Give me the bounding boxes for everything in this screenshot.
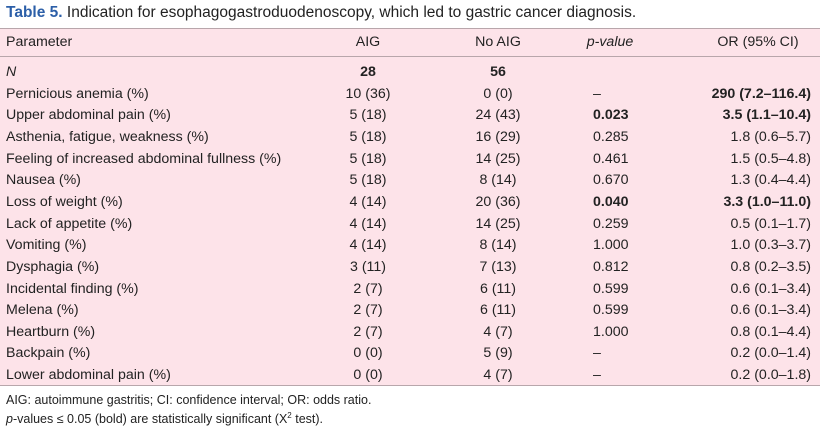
header-aig: AIG — [355, 34, 381, 50]
cell-aig: 4 (14) — [349, 193, 387, 210]
cell-or: 1.0 (0.3–3.7) — [730, 237, 811, 254]
cell-aig: 2 (7) — [353, 302, 383, 319]
cell-no-aig: 56 — [490, 64, 506, 80]
cell-no-aig: 14 (25) — [475, 215, 521, 232]
cell-parameter: Dysphagia (%) — [6, 258, 100, 275]
cell-p-value: – — [593, 345, 601, 362]
header-p-value-text: p-value — [586, 34, 634, 50]
footnote-sup: 2 — [287, 411, 292, 420]
table-row — [0, 149, 820, 171]
cell-or: 290 (7.2–116.4) — [711, 85, 811, 102]
cell-no-aig: 8 (14) — [479, 172, 517, 189]
footnote-p-italic: p — [6, 412, 13, 427]
cell-parameter: Nausea (%) — [6, 172, 81, 189]
table-row — [0, 322, 820, 344]
cell-or: 3.5 (1.1–10.4) — [722, 107, 811, 124]
cell-aig: 5 (18) — [349, 172, 387, 189]
cell-p-value: 0.599 — [593, 280, 629, 297]
table-header-row — [0, 29, 820, 57]
table-row — [0, 170, 820, 192]
table-row — [0, 214, 820, 236]
cell-no-aig: 5 (9) — [483, 345, 513, 362]
table-caption — [6, 2, 636, 24]
cell-parameter: Melena (%) — [6, 302, 79, 319]
cell-or: 0.8 (0.2–3.5) — [730, 258, 811, 275]
table-label: Table 5. — [6, 4, 63, 21]
cell-no-aig: 16 (29) — [475, 128, 521, 145]
cell-parameter: N — [6, 64, 17, 80]
cell-no-aig: 6 (11) — [479, 302, 516, 319]
cell-no-aig: 20 (36) — [475, 193, 521, 210]
footnote-p-tail: test). — [291, 412, 324, 427]
cell-or — [695, 62, 811, 84]
cell-aig: 4 (14) — [349, 237, 387, 254]
cell-parameter: Pernicious anemia (%) — [6, 85, 149, 102]
cell-parameter: Vomiting (%) — [6, 237, 87, 254]
cell-no-aig: 24 (43) — [475, 107, 521, 124]
cell-or: 0.5 (0.1–1.7) — [730, 215, 811, 232]
cell-no-aig: 14 (25) — [475, 150, 521, 167]
cell-p-value: – — [593, 367, 601, 384]
table-row — [0, 365, 820, 387]
cell-p-value: 0.599 — [593, 302, 629, 319]
footnote-p-text: -values ≤ 0.05 (bold) are statistically significant (X — [12, 412, 288, 427]
cell-p-value: 0.040 — [593, 193, 629, 210]
table-row — [0, 235, 820, 257]
cell-p-value: 1.000 — [593, 237, 629, 254]
cell-or: 0.6 (0.1–3.4) — [730, 280, 811, 297]
cell-p-value: 0.461 — [593, 150, 629, 167]
footnote-significance — [6, 411, 323, 426]
cell-no-aig: 4 (7) — [483, 323, 513, 340]
table-row — [0, 343, 820, 365]
cell-aig: 2 (7) — [353, 323, 383, 340]
cell-parameter: Upper abdominal pain (%) — [6, 107, 171, 124]
table-row — [0, 192, 820, 214]
cell-no-aig: 8 (14) — [479, 237, 517, 254]
table-row — [0, 257, 820, 279]
cell-p-value: 0.812 — [593, 258, 629, 275]
header-p-value — [570, 29, 650, 56]
cell-no-aig: 6 (11) — [479, 280, 516, 297]
cell-p-value: 0.023 — [593, 107, 629, 124]
cell-p-value — [593, 62, 673, 84]
footnote-abbreviations: AIG: autoimmune gastritis; CI: confidence interval; OR: odds ratio. — [6, 393, 372, 407]
caption-text: Indication for esophagogastroduodenoscopy, which led to gastric cancer diagnosis. — [66, 4, 637, 21]
table-row — [0, 300, 820, 322]
cell-p-value: 0.285 — [593, 128, 629, 145]
cell-or: 0.2 (0.0–1.8) — [730, 367, 811, 384]
cell-p-value: 0.670 — [593, 172, 629, 189]
cell-no-aig: 0 (0) — [483, 85, 513, 102]
cell-aig: 28 — [360, 64, 376, 80]
cell-aig: 0 (0) — [353, 345, 383, 362]
cell-aig: 10 (36) — [345, 85, 391, 102]
cell-aig: 5 (18) — [349, 107, 387, 124]
cell-no-aig: 4 (7) — [483, 367, 513, 384]
table-row — [0, 62, 820, 84]
cell-parameter: Asthenia, fatigue, weakness (%) — [6, 128, 209, 145]
cell-parameter: Heartburn (%) — [6, 323, 96, 340]
cell-or: 1.8 (0.6–5.7) — [730, 128, 811, 145]
cell-aig: 2 (7) — [353, 280, 383, 297]
cell-or: 0.2 (0.0–1.4) — [730, 345, 811, 362]
cell-parameter: Lack of appetite (%) — [6, 215, 133, 232]
cell-aig: 3 (11) — [349, 258, 386, 275]
data-table — [0, 28, 820, 386]
cell-parameter: Lower abdominal pain (%) — [6, 367, 171, 384]
cell-or: 1.5 (0.5–4.8) — [730, 150, 811, 167]
header-parameter: Parameter — [6, 34, 73, 50]
cell-or: 3.3 (1.0–11.0) — [723, 193, 811, 210]
table-row — [0, 127, 820, 149]
table-row — [0, 105, 820, 127]
cell-or: 0.6 (0.1–3.4) — [730, 302, 811, 319]
header-or: OR (95% CI) — [717, 34, 799, 50]
cell-aig: 5 (18) — [349, 150, 387, 167]
cell-aig: 4 (14) — [349, 215, 387, 232]
cell-no-aig: 7 (13) — [479, 258, 517, 275]
cell-parameter: Backpain (%) — [6, 345, 91, 362]
cell-p-value: 1.000 — [593, 323, 629, 340]
cell-p-value: – — [593, 85, 601, 102]
cell-aig: 0 (0) — [353, 367, 383, 384]
cell-or: 0.8 (0.1–4.4) — [730, 323, 811, 340]
table-row — [0, 84, 820, 106]
cell-parameter: Feeling of increased abdominal fullness (%) — [6, 150, 282, 167]
cell-parameter: Incidental finding (%) — [6, 280, 139, 297]
cell-parameter: Loss of weight (%) — [6, 193, 123, 210]
table-row — [0, 279, 820, 301]
header-no-aig: No AIG — [475, 34, 521, 50]
cell-p-value: 0.259 — [593, 215, 629, 232]
cell-or: 1.3 (0.4–4.4) — [730, 172, 811, 189]
cell-aig: 5 (18) — [349, 128, 387, 145]
